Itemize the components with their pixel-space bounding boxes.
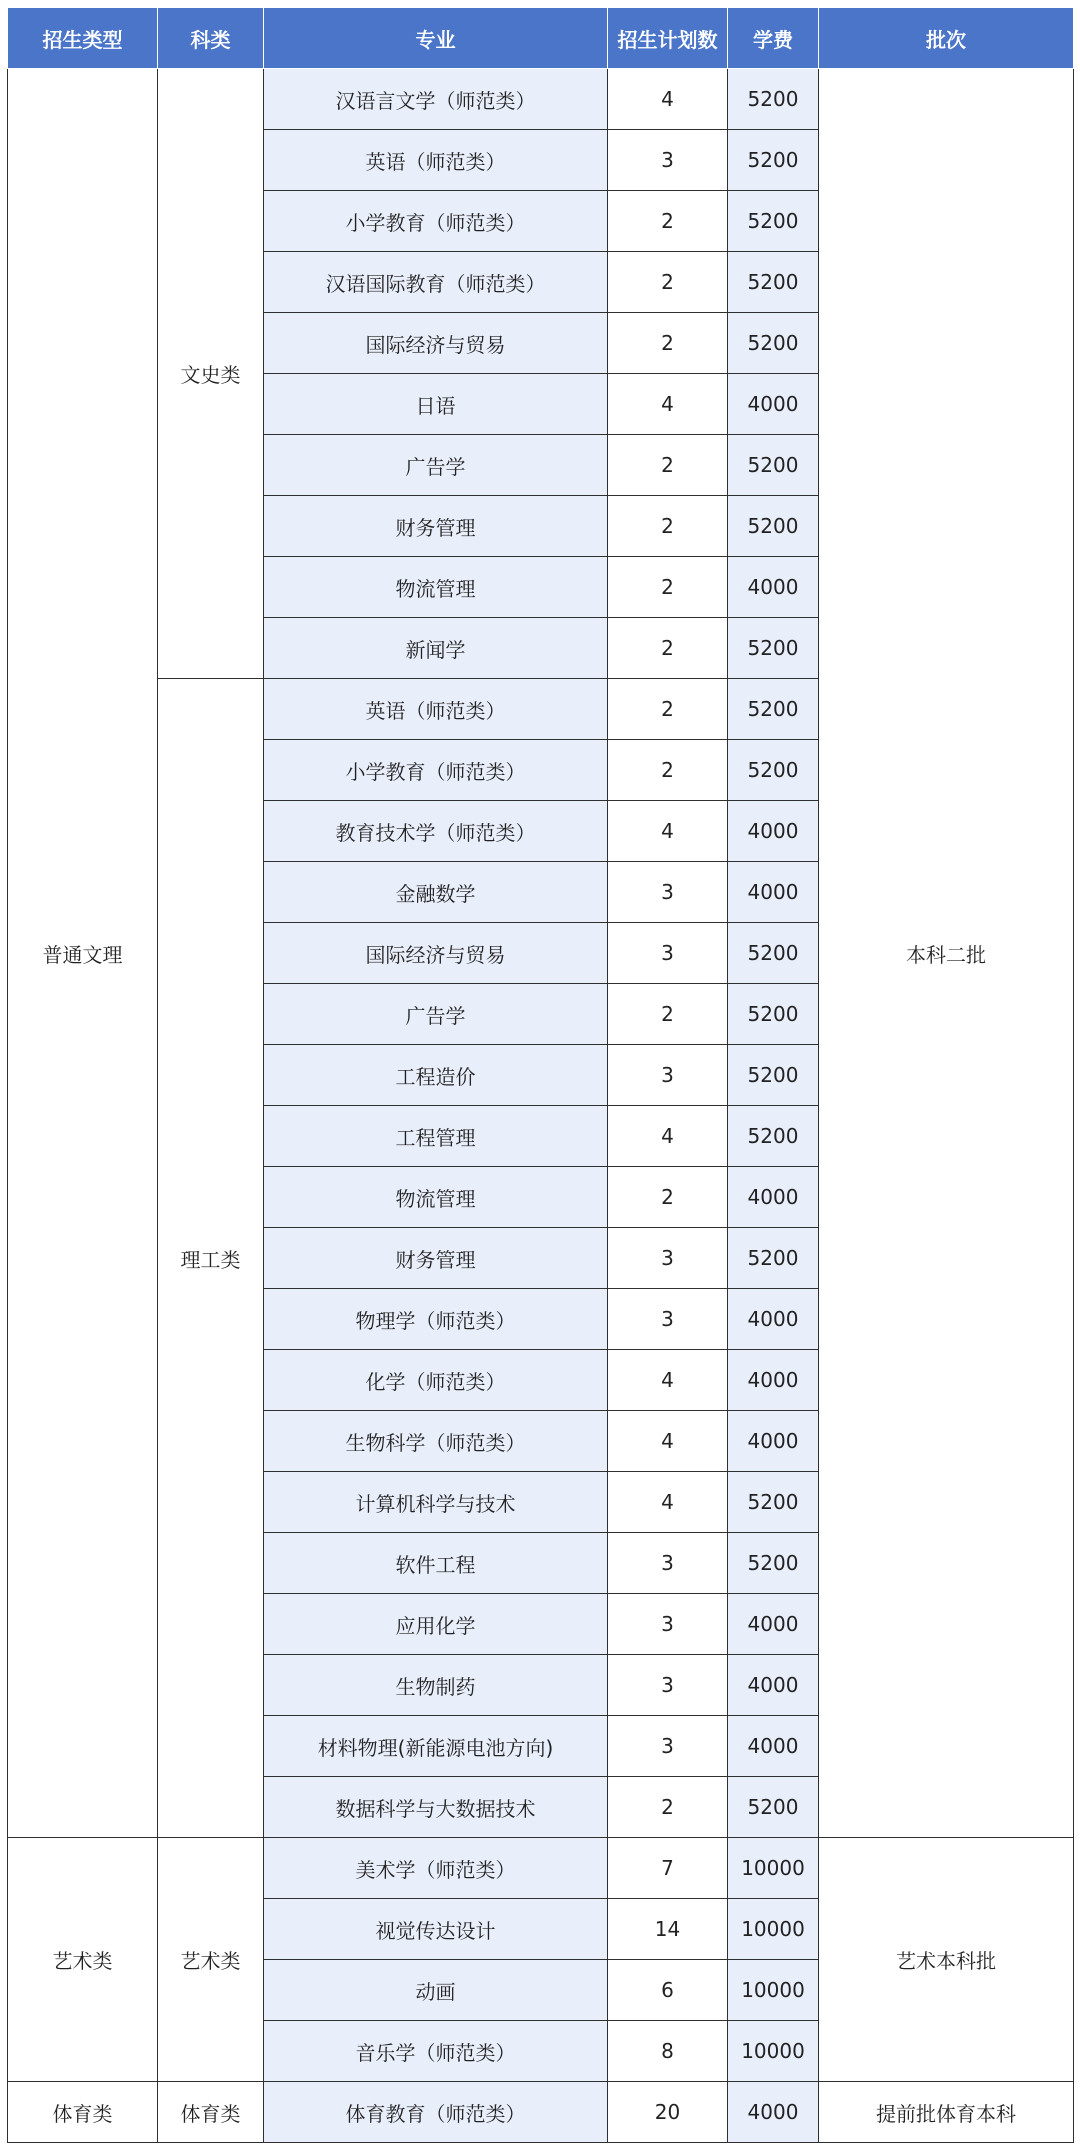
cell-subject-category: 体育类 xyxy=(158,2082,264,2143)
cell-major: 国际经济与贸易 xyxy=(264,313,608,374)
cell-plan-count: 7 xyxy=(608,1838,728,1899)
header-batch: 批次 xyxy=(819,8,1074,69)
cell-major: 软件工程 xyxy=(264,1533,608,1594)
cell-plan-count: 3 xyxy=(608,1228,728,1289)
cell-plan-count: 3 xyxy=(608,1716,728,1777)
cell-major: 体育教育（师范类） xyxy=(264,2082,608,2143)
cell-major: 动画 xyxy=(264,1960,608,2021)
cell-plan-count: 4 xyxy=(608,69,728,130)
cell-tuition: 5200 xyxy=(728,252,819,313)
cell-plan-count: 2 xyxy=(608,557,728,618)
cell-major: 生物科学（师范类） xyxy=(264,1411,608,1472)
cell-major: 材料物理(新能源电池方向) xyxy=(264,1716,608,1777)
cell-plan-count: 2 xyxy=(608,435,728,496)
cell-subject-category: 艺术类 xyxy=(158,1838,264,2082)
cell-major: 英语（师范类） xyxy=(264,130,608,191)
cell-tuition: 5200 xyxy=(728,69,819,130)
cell-tuition: 5200 xyxy=(728,435,819,496)
table-row xyxy=(8,1838,1074,1899)
cell-tuition: 4000 xyxy=(728,862,819,923)
cell-admission-type: 普通文理 xyxy=(8,69,158,1838)
cell-major: 数据科学与大数据技术 xyxy=(264,1777,608,1838)
cell-tuition: 5200 xyxy=(728,618,819,679)
table-body xyxy=(8,69,1074,2143)
cell-major: 应用化学 xyxy=(264,1594,608,1655)
cell-plan-count: 4 xyxy=(608,801,728,862)
cell-plan-count: 3 xyxy=(608,1655,728,1716)
cell-major: 工程管理 xyxy=(264,1106,608,1167)
cell-plan-count: 2 xyxy=(608,679,728,740)
header-category: 科类 xyxy=(158,8,264,69)
cell-plan-count: 3 xyxy=(608,923,728,984)
cell-plan-count: 2 xyxy=(608,740,728,801)
cell-plan-count: 3 xyxy=(608,1045,728,1106)
cell-major: 美术学（师范类） xyxy=(264,1838,608,1899)
cell-batch: 本科二批 xyxy=(819,69,1074,1838)
cell-tuition: 5200 xyxy=(728,496,819,557)
cell-major: 生物制药 xyxy=(264,1655,608,1716)
header-major: 专业 xyxy=(264,8,608,69)
cell-major: 财务管理 xyxy=(264,1228,608,1289)
header-row xyxy=(8,8,1074,69)
cell-plan-count: 2 xyxy=(608,1167,728,1228)
cell-major: 广告学 xyxy=(264,984,608,1045)
cell-plan-count: 3 xyxy=(608,1533,728,1594)
cell-major: 教育技术学（师范类） xyxy=(264,801,608,862)
cell-tuition: 4000 xyxy=(728,2082,819,2143)
cell-tuition: 4000 xyxy=(728,1289,819,1350)
cell-tuition: 4000 xyxy=(728,557,819,618)
enrollment-plan-table xyxy=(7,7,1074,2143)
cell-tuition: 4000 xyxy=(728,1716,819,1777)
cell-batch: 提前批体育本科 xyxy=(819,2082,1074,2143)
cell-tuition: 5200 xyxy=(728,1472,819,1533)
cell-tuition: 10000 xyxy=(728,2021,819,2082)
cell-tuition: 10000 xyxy=(728,1960,819,2021)
cell-tuition: 5200 xyxy=(728,1228,819,1289)
cell-plan-count: 4 xyxy=(608,1350,728,1411)
cell-tuition: 4000 xyxy=(728,374,819,435)
cell-major: 汉语言文学（师范类） xyxy=(264,69,608,130)
cell-major: 计算机科学与技术 xyxy=(264,1472,608,1533)
cell-major: 英语（师范类） xyxy=(264,679,608,740)
cell-tuition: 10000 xyxy=(728,1899,819,1960)
cell-tuition: 5200 xyxy=(728,1045,819,1106)
cell-tuition: 5200 xyxy=(728,191,819,252)
cell-major: 工程造价 xyxy=(264,1045,608,1106)
cell-admission-type: 艺术类 xyxy=(8,1838,158,2082)
cell-plan-count: 4 xyxy=(608,1472,728,1533)
cell-tuition: 5200 xyxy=(728,313,819,374)
cell-subject-category: 文史类 xyxy=(158,69,264,679)
cell-major: 新闻学 xyxy=(264,618,608,679)
cell-major: 物流管理 xyxy=(264,557,608,618)
cell-plan-count: 14 xyxy=(608,1899,728,1960)
cell-major: 金融数学 xyxy=(264,862,608,923)
cell-tuition: 5200 xyxy=(728,740,819,801)
cell-tuition: 5200 xyxy=(728,679,819,740)
cell-major: 国际经济与贸易 xyxy=(264,923,608,984)
table-row xyxy=(8,2082,1074,2143)
cell-major: 日语 xyxy=(264,374,608,435)
cell-plan-count: 4 xyxy=(608,374,728,435)
cell-tuition: 5200 xyxy=(728,984,819,1045)
table-row xyxy=(8,69,1074,130)
cell-tuition: 5200 xyxy=(728,130,819,191)
cell-plan-count: 2 xyxy=(608,496,728,557)
cell-plan-count: 3 xyxy=(608,130,728,191)
cell-major: 小学教育（师范类） xyxy=(264,191,608,252)
cell-plan-count: 6 xyxy=(608,1960,728,2021)
cell-tuition: 4000 xyxy=(728,1655,819,1716)
cell-tuition: 5200 xyxy=(728,923,819,984)
cell-tuition: 5200 xyxy=(728,1533,819,1594)
cell-major: 物理学（师范类） xyxy=(264,1289,608,1350)
cell-tuition: 4000 xyxy=(728,1594,819,1655)
cell-plan-count: 2 xyxy=(608,618,728,679)
cell-major: 化学（师范类） xyxy=(264,1350,608,1411)
cell-tuition: 4000 xyxy=(728,1350,819,1411)
cell-major: 小学教育（师范类） xyxy=(264,740,608,801)
cell-plan-count: 4 xyxy=(608,1106,728,1167)
cell-major: 音乐学（师范类） xyxy=(264,2021,608,2082)
cell-tuition: 4000 xyxy=(728,801,819,862)
cell-batch: 艺术本科批 xyxy=(819,1838,1074,2082)
cell-plan-count: 3 xyxy=(608,862,728,923)
cell-plan-count: 2 xyxy=(608,1777,728,1838)
cell-major: 汉语国际教育（师范类） xyxy=(264,252,608,313)
header-fee: 学费 xyxy=(728,8,819,69)
cell-major: 广告学 xyxy=(264,435,608,496)
cell-major: 物流管理 xyxy=(264,1167,608,1228)
cell-plan-count: 4 xyxy=(608,1411,728,1472)
cell-plan-count: 3 xyxy=(608,1594,728,1655)
header-type: 招生类型 xyxy=(8,8,158,69)
cell-tuition: 5200 xyxy=(728,1777,819,1838)
header-plan: 招生计划数 xyxy=(608,8,728,69)
cell-tuition: 10000 xyxy=(728,1838,819,1899)
cell-plan-count: 2 xyxy=(608,984,728,1045)
cell-plan-count: 8 xyxy=(608,2021,728,2082)
cell-tuition: 5200 xyxy=(728,1106,819,1167)
cell-plan-count: 2 xyxy=(608,252,728,313)
cell-major: 视觉传达设计 xyxy=(264,1899,608,1960)
cell-plan-count: 20 xyxy=(608,2082,728,2143)
cell-plan-count: 2 xyxy=(608,313,728,374)
cell-tuition: 4000 xyxy=(728,1411,819,1472)
cell-plan-count: 3 xyxy=(608,1289,728,1350)
cell-admission-type: 体育类 xyxy=(8,2082,158,2143)
cell-plan-count: 2 xyxy=(608,191,728,252)
cell-major: 财务管理 xyxy=(264,496,608,557)
cell-subject-category: 理工类 xyxy=(158,679,264,1838)
cell-tuition: 4000 xyxy=(728,1167,819,1228)
